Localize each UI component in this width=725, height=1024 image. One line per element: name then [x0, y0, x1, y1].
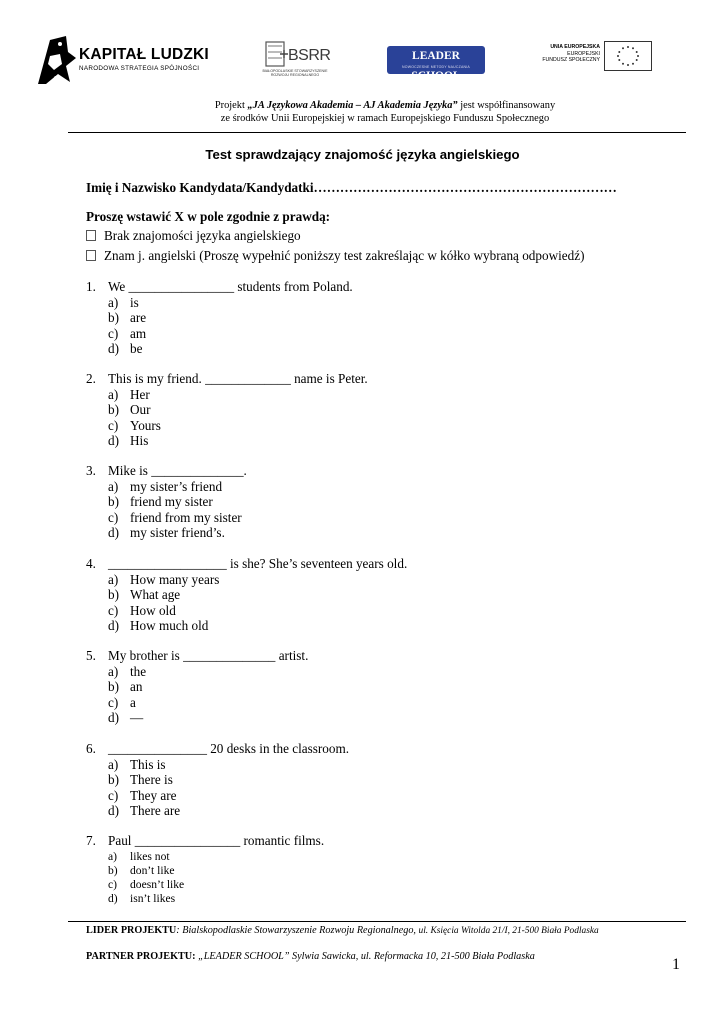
option-letter: b) [108, 402, 119, 418]
question-text: _______________ 20 desks in the classroom. [108, 741, 350, 756]
answer-option[interactable] [108, 525, 225, 541]
question-number: 3. [86, 463, 96, 478]
question-number: 1. [86, 279, 96, 294]
option-letter: c) [108, 878, 118, 891]
option-letter: d) [108, 618, 119, 634]
footer-divider [68, 921, 686, 922]
leader-address: ul. Księcia Witolda 21/I, 21-500 Biała Podlaska [418, 926, 599, 936]
answer-option[interactable] [108, 892, 175, 905]
option-text: His [130, 433, 149, 449]
answer-option[interactable] [108, 618, 208, 634]
checkbox-label: Znam j. angielski (Proszę wypełnić poniższy test zakreślając w kółko wybraną odpowiedź) [104, 248, 585, 263]
option-letter: a) [108, 850, 118, 863]
answer-option[interactable] [108, 310, 146, 326]
option-letter: b) [108, 310, 119, 326]
option-text: be [130, 341, 143, 357]
option-text: is [130, 295, 139, 310]
answer-option[interactable] [108, 587, 180, 603]
bsrr-subtitle: BIAŁOPODLASKIE STOWARZYSZENIE ROZWOJU REGIONALNEGO [262, 69, 328, 77]
option-text: How many years [130, 572, 220, 587]
question-number: 5. [86, 648, 96, 663]
eu-label-line3: FUNDUSZ SPOŁECZNY [542, 57, 600, 64]
option-letter: a) [108, 479, 119, 494]
question [86, 648, 308, 664]
option-letter: d) [108, 892, 118, 905]
question-text: __________________ is she? She’s seventeen years old. [108, 556, 408, 571]
question-number: 4. [86, 556, 96, 571]
option-letter: c) [108, 509, 119, 525]
option-text: This is [130, 757, 166, 772]
question-number: 2. [86, 371, 96, 386]
checkbox-label: Brak znajomości języka angielskiego [104, 228, 301, 243]
answer-option[interactable] [108, 695, 136, 711]
option-letter: b) [108, 679, 119, 695]
option-letter: a) [108, 295, 119, 310]
answer-option[interactable] [108, 664, 146, 680]
project-header-line1 [100, 100, 670, 111]
option-text: What age [130, 587, 181, 603]
option-letter: c) [108, 694, 119, 710]
option-text: doesn’t like [130, 878, 185, 891]
answer-option[interactable] [108, 788, 177, 804]
answer-option[interactable] [108, 479, 222, 495]
answer-option[interactable] [108, 572, 219, 588]
footer-partner [86, 950, 656, 963]
instruction: Proszę wstawić X w pole zgodnie z prawdą: [86, 209, 331, 224]
answer-option[interactable] [108, 418, 161, 434]
answer-option[interactable] [108, 510, 242, 526]
answer-option[interactable] [108, 402, 151, 418]
kapital-ludzki-tagline: NARODOWA STRATEGIA SPÓJNOŚCI [79, 65, 200, 72]
checkbox-row[interactable] [86, 248, 584, 264]
option-text: friend my sister [130, 494, 213, 510]
option-text: the [130, 664, 147, 679]
leader-school-name: LEADER SCHOOL [411, 50, 461, 82]
option-letter: c) [108, 602, 119, 618]
option-text: am [130, 325, 147, 341]
option-letter: c) [108, 417, 119, 433]
question-text: Mike is ______________. [108, 463, 247, 478]
eu-label-line2: EUROPEJSKI [567, 50, 600, 57]
answer-option[interactable] [108, 864, 175, 877]
option-letter: d) [108, 710, 119, 726]
project-header-line2: ze środków Unii Europejskiej w ramach Europejskiego Funduszu Społecznego [220, 113, 550, 124]
question [86, 463, 247, 479]
option-text: a [130, 694, 136, 710]
option-text: How old [130, 602, 176, 618]
leader-school-logo [387, 46, 485, 82]
question [86, 833, 324, 849]
checkbox-row[interactable] [86, 228, 301, 244]
option-letter: c) [108, 787, 119, 803]
answer-option[interactable] [108, 803, 180, 819]
leader-school-subtitle: NOWOCZESNE METODY NAUCZANIA [402, 65, 470, 69]
option-text: How much old [130, 618, 209, 634]
option-text: an [130, 679, 143, 695]
question-text: My brother is ______________ artist. [108, 648, 309, 663]
option-letter: b) [108, 864, 118, 877]
project-title: „JA Językowa Akademia – AJ Akademia Języka” [247, 100, 458, 111]
option-text: — [130, 710, 144, 726]
option-text: my sister friend’s. [130, 525, 225, 541]
option-letter: b) [108, 587, 119, 603]
header-prefix: Projekt [214, 100, 248, 111]
question-text: We ________________ students from Poland. [108, 279, 353, 294]
answer-option[interactable] [108, 295, 139, 311]
answer-option[interactable] [108, 679, 142, 695]
option-letter: d) [108, 803, 119, 819]
answer-option[interactable] [108, 772, 173, 788]
footer-leader [86, 924, 656, 938]
option-text: friend from my sister [130, 509, 242, 525]
option-text: likes not [130, 850, 170, 863]
checkbox[interactable] [86, 230, 96, 241]
question-text: This is my friend. _____________ name is Peter. [108, 371, 368, 386]
eu-flag-icon [604, 41, 652, 71]
answer-option[interactable] [108, 757, 166, 773]
option-text: There are [130, 803, 181, 819]
option-text: Her [130, 387, 150, 402]
answer-option[interactable] [108, 387, 150, 403]
option-letter: a) [108, 572, 119, 587]
option-letter: b) [108, 494, 119, 510]
partner-label: PARTNER PROJEKTU: [86, 951, 196, 962]
option-text: my sister’s friend [130, 479, 223, 494]
answer-option[interactable] [108, 494, 213, 510]
question [86, 371, 368, 387]
question [86, 279, 353, 295]
option-letter: a) [108, 757, 119, 772]
answer-option[interactable] [108, 326, 146, 342]
option-letter: d) [108, 341, 119, 357]
option-text: Our [130, 402, 151, 418]
header-suffix: jest współfinansowany [457, 100, 556, 111]
page-title: Test sprawdzający znajomość języka angielskiego [205, 147, 520, 162]
option-text: Yours [130, 417, 161, 433]
option-text: isn’t likes [130, 892, 176, 905]
option-letter: a) [108, 387, 119, 402]
option-text: There is [130, 772, 173, 788]
bsrr-name: BSRR [288, 47, 331, 64]
checkbox[interactable] [86, 250, 96, 261]
eu-label [530, 44, 600, 64]
answer-option[interactable] [108, 341, 142, 357]
option-letter: d) [108, 433, 119, 449]
question [86, 556, 407, 572]
kapital-ludzki-name: KAPITAŁ LUDZKI [79, 46, 209, 63]
question [86, 741, 349, 757]
option-letter: a) [108, 664, 119, 679]
option-letter: b) [108, 772, 119, 788]
answer-option[interactable] [108, 850, 170, 863]
option-text: don’t like [130, 864, 175, 877]
leader-label: LIDER PROJEKTU [86, 925, 177, 936]
option-text: are [130, 310, 147, 326]
question-number: 7. [86, 833, 96, 848]
option-text: They are [130, 787, 177, 803]
page-number: 1 [672, 956, 680, 973]
answer-option[interactable] [108, 878, 184, 891]
name-line: Imię i Nazwisko Kandydata/Kandydatki…………………………………………………………… [86, 180, 617, 195]
partner-text: „LEADER SCHOOL” Sylwia Sawicka, ul. Reformacka 10, 21-500 Biała Podlaska [195, 951, 535, 962]
leader-text: : Bialskopodlaskie Stowarzyszenie Rozwoju Regionalnego, [176, 925, 419, 936]
option-letter: d) [108, 525, 119, 541]
option-letter: c) [108, 325, 119, 341]
question-number: 6. [86, 741, 96, 756]
answer-option[interactable] [108, 433, 148, 449]
eu-label-line1: UNIA EUROPEJSKA [550, 44, 600, 50]
answer-option[interactable] [108, 710, 143, 726]
answer-option[interactable] [108, 603, 176, 619]
question-text: Paul ________________ romantic films. [108, 833, 325, 848]
header-divider [68, 132, 686, 133]
